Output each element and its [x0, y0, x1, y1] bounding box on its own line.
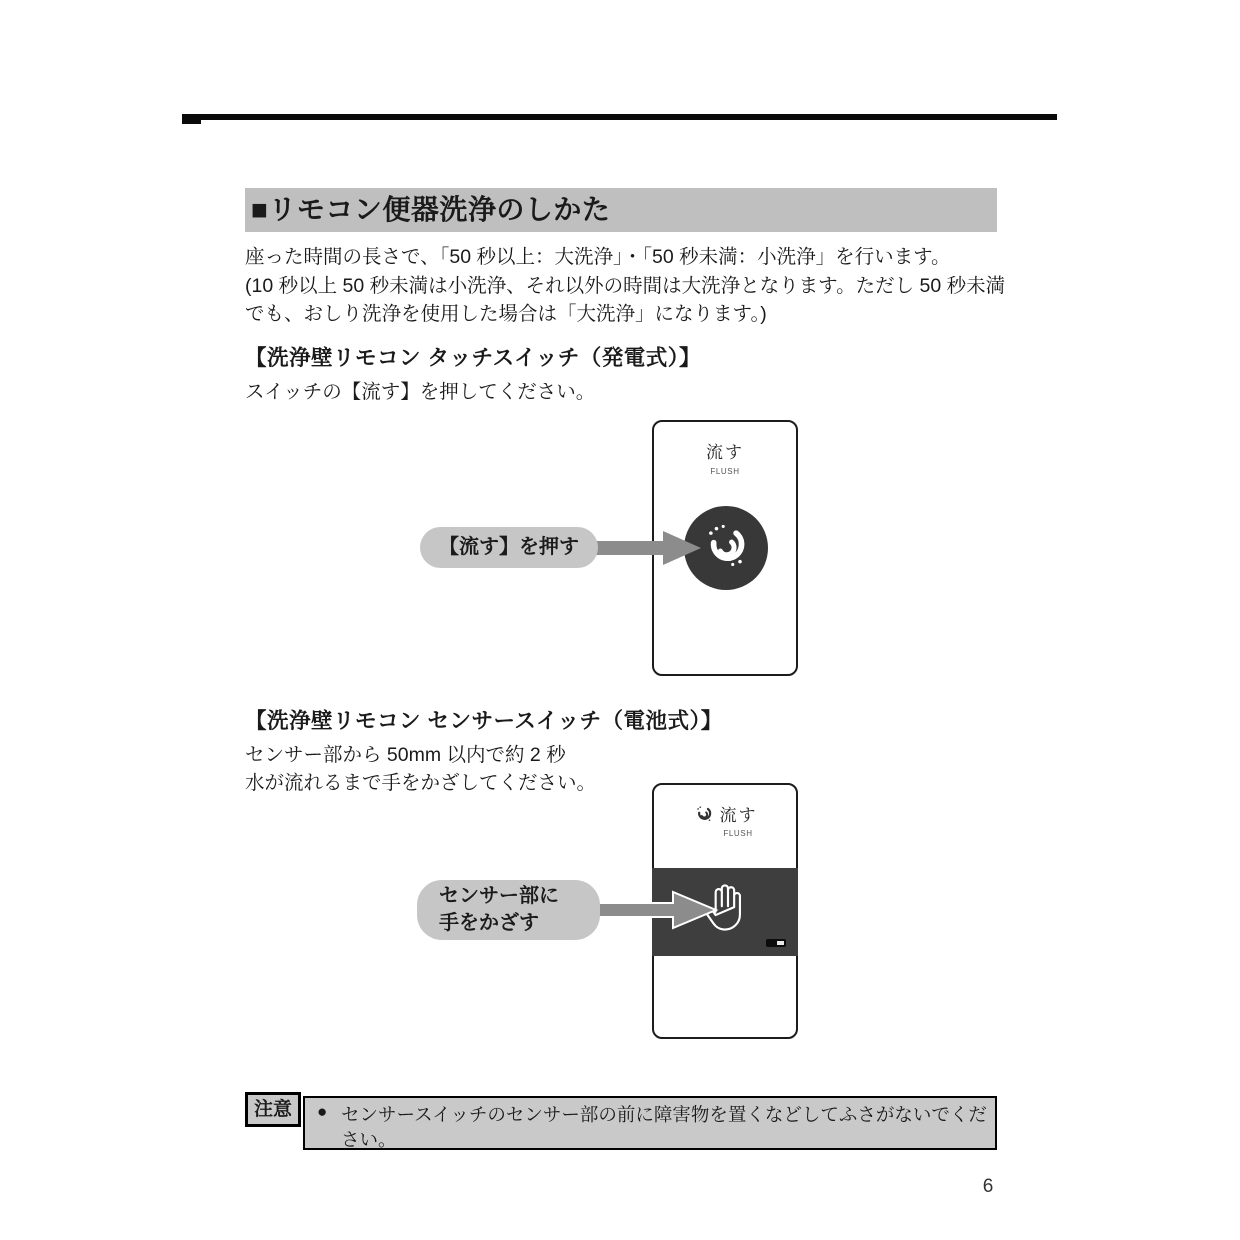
- sensor-remote-label: 流す: [719, 806, 758, 825]
- sensor-remote-header: [654, 801, 796, 826]
- wave-hand-callout-line-1: センサー部に: [439, 885, 559, 907]
- caution-label: 注意: [245, 1092, 301, 1127]
- touch-switch-heading: 【洗浄壁リモコン タッチスイッチ（発電式）】: [245, 346, 702, 370]
- section-title-bar: [245, 188, 997, 232]
- intro-paragraph: [245, 243, 1035, 329]
- page-number: 6: [982, 1176, 994, 1197]
- bullet-icon: ●: [317, 1102, 328, 1121]
- caution-text: センサースイッチのセンサー部の前に障害物を置くなどしてふさがないでください。: [341, 1104, 987, 1150]
- top-rule: [182, 114, 1057, 120]
- swirl-flush-icon: [698, 518, 754, 579]
- caution-box: [303, 1096, 997, 1150]
- intro-line-1: 座った時間の長さで、「50 秒以上：大洗浄」・「50 秒未満：小洗浄」を行います。: [245, 246, 951, 268]
- battery-icon: [766, 939, 786, 947]
- press-flush-callout: 【流す】を押す: [420, 527, 598, 568]
- top-rule-notch: [182, 114, 201, 124]
- swirl-flush-icon: [693, 803, 715, 825]
- flush-button-label: 流す: [706, 443, 744, 462]
- wave-hand-callout: [417, 880, 600, 940]
- sensor-remote-sublabel: FLUSH: [723, 829, 753, 838]
- intro-line-3: でも、おしり洗浄を使用した場合は「大洗浄」になります。): [245, 303, 767, 325]
- wave-hand-callout-line-2: 手をかざす: [439, 912, 539, 934]
- sensor-instruction-line-2: 水が流れるまで手をかざしてください。: [245, 772, 597, 794]
- sensor-instruction-line-1: センサー部から 50mm 以内で約 2 秒: [245, 744, 566, 766]
- page-title: ■リモコン便器洗浄のしかた: [251, 194, 611, 225]
- flush-button-sublabel: FLUSH: [710, 467, 740, 476]
- touch-switch-instruction: スイッチの【流す】を押してください。: [245, 381, 596, 403]
- intro-line-2: (10 秒以上 50 秒未満は小洗浄、それ以外の時間は大洗浄となります。ただし 50 秒未満: [245, 274, 1006, 297]
- sensor-switch-heading: 【洗浄壁リモコン センサースイッチ（電池式）】: [245, 709, 723, 733]
